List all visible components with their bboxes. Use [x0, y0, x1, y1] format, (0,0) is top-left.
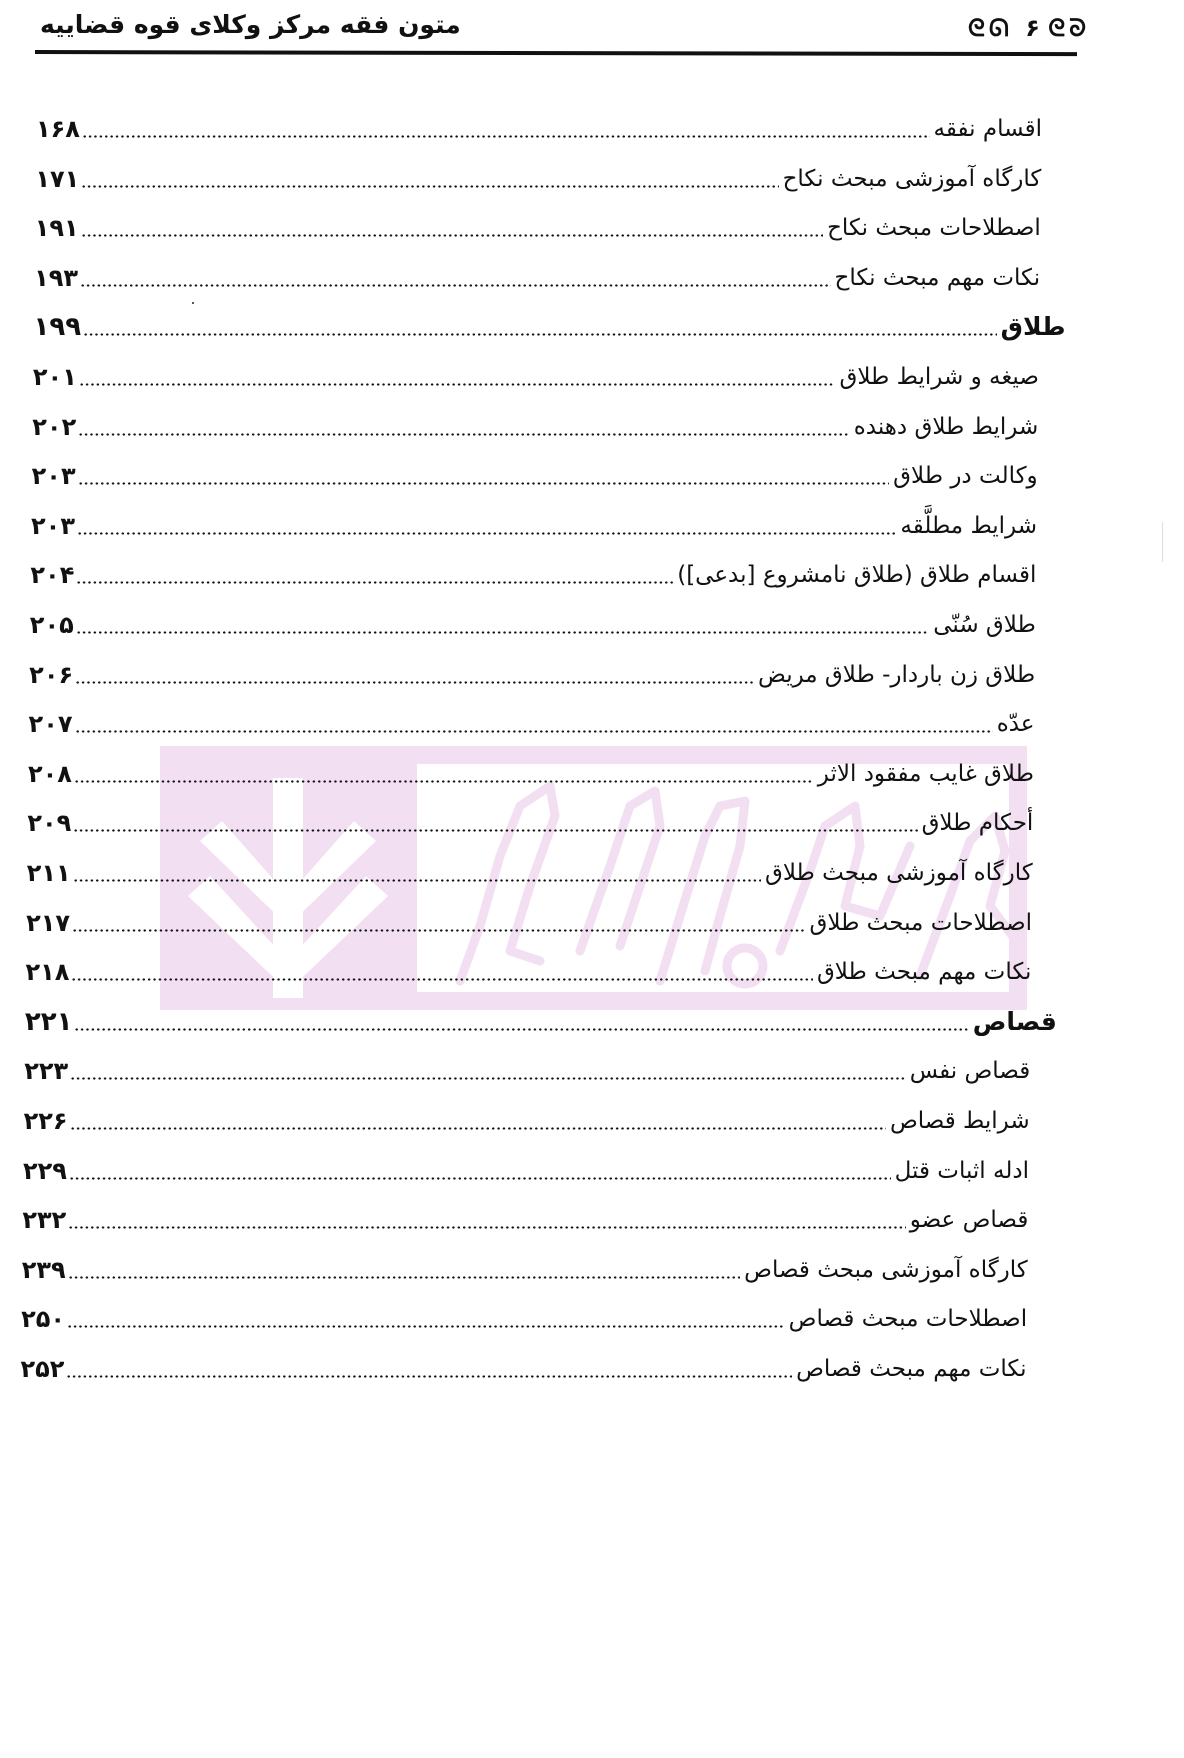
toc-entry[interactable] [31, 503, 1037, 543]
toc-entry[interactable] [21, 1296, 1027, 1336]
toc-entry[interactable] [29, 701, 1035, 741]
toc-entry[interactable] [21, 1346, 1027, 1386]
toc-entry-title: اصطلاحات مبحث طلاق [809, 909, 1033, 936]
toc-page-number: ۲۲۶ [23, 1107, 68, 1135]
toc-section-heading[interactable] [25, 999, 1057, 1039]
dot-leader [68, 1226, 905, 1229]
dot-leader [74, 1028, 968, 1031]
toc-entry-title: نکات مهم مبحث نکاح [834, 264, 1041, 291]
toc-page-number: ۲۱۷ [26, 908, 71, 937]
toc-entry-title: اقسام نفقه [933, 116, 1042, 142]
toc-page-number: ۲۰۸ [27, 759, 72, 788]
dot-leader [75, 730, 993, 733]
toc-entry-title: وکالت در طلاق [893, 463, 1038, 490]
dot-leader [68, 1276, 740, 1279]
toc-page-number: ۲۵۰ [21, 1305, 66, 1334]
toc-entry-title: اصطلاحات مبحث قصاص [788, 1306, 1028, 1333]
toc-page-number: ۲۱۱ [26, 859, 71, 887]
toc-page-number: ۲۰۶ [29, 660, 74, 689]
dot-leader [82, 135, 930, 138]
toc-entry-title: کارگاه آموزشی مبحث نکاح [782, 165, 1042, 192]
dot-leader [72, 929, 805, 932]
toc-entry[interactable] [26, 900, 1032, 940]
toc-page-number: ۲۵۲ [20, 1355, 65, 1383]
toc-entry[interactable] [32, 404, 1038, 444]
toc-entry-title: نکات مهم مبحث طلاق [816, 959, 1032, 986]
toc-entry[interactable] [25, 949, 1031, 989]
toc-page-number: ۲۰۷ [28, 710, 73, 739]
toc-entry-title: کارگاه آموزشی مبحث قصاص [744, 1256, 1028, 1283]
dot-leader [66, 1375, 792, 1378]
toc-page-number: ۲۰۳ [31, 511, 75, 540]
toc-entry-title: قصاص نفس [909, 1058, 1031, 1085]
ornament-left-icon: ᘓᘏ [968, 14, 1013, 42]
toc-page-number: ۱۹۱ [34, 214, 79, 243]
toc-entry[interactable] [32, 453, 1038, 493]
dot-leader [81, 234, 823, 237]
dot-leader [70, 1077, 906, 1080]
dot-leader [67, 1325, 785, 1328]
toc-entry[interactable] [30, 552, 1036, 592]
toc-entry[interactable] [34, 255, 1040, 295]
dot-leader [76, 631, 929, 634]
toc-entry[interactable] [22, 1247, 1028, 1287]
toc-entry-title: اصطلاحات مبحث نکاح [827, 215, 1041, 242]
toc-page-number: ۲۱۸ [25, 958, 70, 987]
toc-page-number: ۲۰۳ [31, 462, 76, 491]
toc-entry-title: طلاق سُنّی [933, 612, 1036, 638]
dot-leader [78, 482, 890, 485]
toc-entry[interactable] [33, 354, 1039, 394]
toc-entry-title: طلاق غایب مفقود الاثر [817, 760, 1034, 787]
page-number: ۶ [1025, 14, 1040, 42]
dot-leader [69, 1177, 891, 1180]
toc-entry[interactable] [27, 850, 1033, 890]
toc-page-number: ۲۰۴ [30, 561, 75, 590]
toc-entry-title: قصاص عضو [909, 1207, 1029, 1234]
toc-page-number: ۲۰۲ [32, 412, 77, 441]
toc-page-number: ۱۶۸ [36, 115, 80, 143]
toc-entry[interactable] [24, 1098, 1030, 1138]
dot-leader [80, 284, 830, 287]
toc-entry[interactable] [22, 1197, 1028, 1237]
toc-entry[interactable] [35, 156, 1041, 196]
dot-leader [75, 681, 754, 684]
toc-entry[interactable] [27, 800, 1033, 840]
toc-page-number: ۲۲۹ [22, 1156, 67, 1185]
toc-entry[interactable] [30, 602, 1036, 642]
dot-leader [77, 532, 896, 535]
running-title: متون فقه مرکز وکلای قوه قضاییه [40, 10, 461, 39]
toc-page-number: ۱۹۳ [34, 263, 79, 292]
toc-entry[interactable] [29, 652, 1035, 692]
dot-leader [79, 383, 836, 386]
toc-entry[interactable] [35, 205, 1041, 245]
toc-page-number: ۲۳۹ [21, 1255, 66, 1284]
dot-leader [73, 879, 761, 882]
toc-page-number: ۱۹۹ [33, 312, 82, 343]
toc-entry-title: طلاق زن باردار- طلاق مریض [758, 661, 1036, 688]
toc-page-number: ۲۲۳ [24, 1057, 69, 1086]
dot-leader [73, 829, 917, 832]
toc-entry[interactable] [28, 751, 1034, 791]
dot-leader [81, 185, 778, 188]
toc-entry-title: شرایط طلاق دهنده [853, 413, 1039, 440]
toc-entry-title: ادله اثبات قتل [894, 1157, 1029, 1184]
toc-entry-title: عدّه [996, 711, 1035, 738]
toc-page-number: ۲۰۵ [29, 611, 74, 639]
toc-entry-title: اقسام طلاق (طلاق نامشروع [بدعی]) [677, 562, 1037, 589]
toc-entry-title: قصاص [972, 1006, 1057, 1036]
toc-page-number: ۲۲۱ [24, 1006, 73, 1037]
toc-entry-title: کارگاه آموزشی مبحث طلاق [764, 860, 1033, 886]
dot-leader [76, 581, 673, 584]
ornament-right-icon: ᘓᘐ [1048, 14, 1090, 42]
toc-section-heading[interactable] [34, 304, 1066, 344]
toc-entry-title: شرایط قصاص [889, 1108, 1030, 1134]
toc-entry-title: أحکام طلاق [921, 810, 1034, 837]
dot-leader [74, 780, 814, 783]
dot-leader [70, 1127, 886, 1130]
dot-leader [78, 433, 850, 436]
dot-leader [83, 333, 997, 336]
toc-page-number: ۲۳۲ [22, 1206, 67, 1235]
toc-entry[interactable] [36, 106, 1042, 146]
toc-page-number: ۱۷۱ [35, 164, 80, 193]
toc-entry-title: نکات مهم مبحث قصاص [796, 1356, 1027, 1382]
toc-page-number: ۲۰۹ [27, 809, 72, 838]
dot-leader [71, 978, 813, 981]
toc-entry[interactable] [23, 1148, 1029, 1188]
toc-entry-title: طلاق [1000, 312, 1066, 342]
toc-page-number: ۲۰۱ [32, 363, 77, 391]
toc-entry[interactable] [24, 1048, 1030, 1088]
toc-entry-title: شرایط مطلَّقه [900, 512, 1038, 539]
toc-entry-title: صیغه و شرایط طلاق [839, 364, 1039, 390]
